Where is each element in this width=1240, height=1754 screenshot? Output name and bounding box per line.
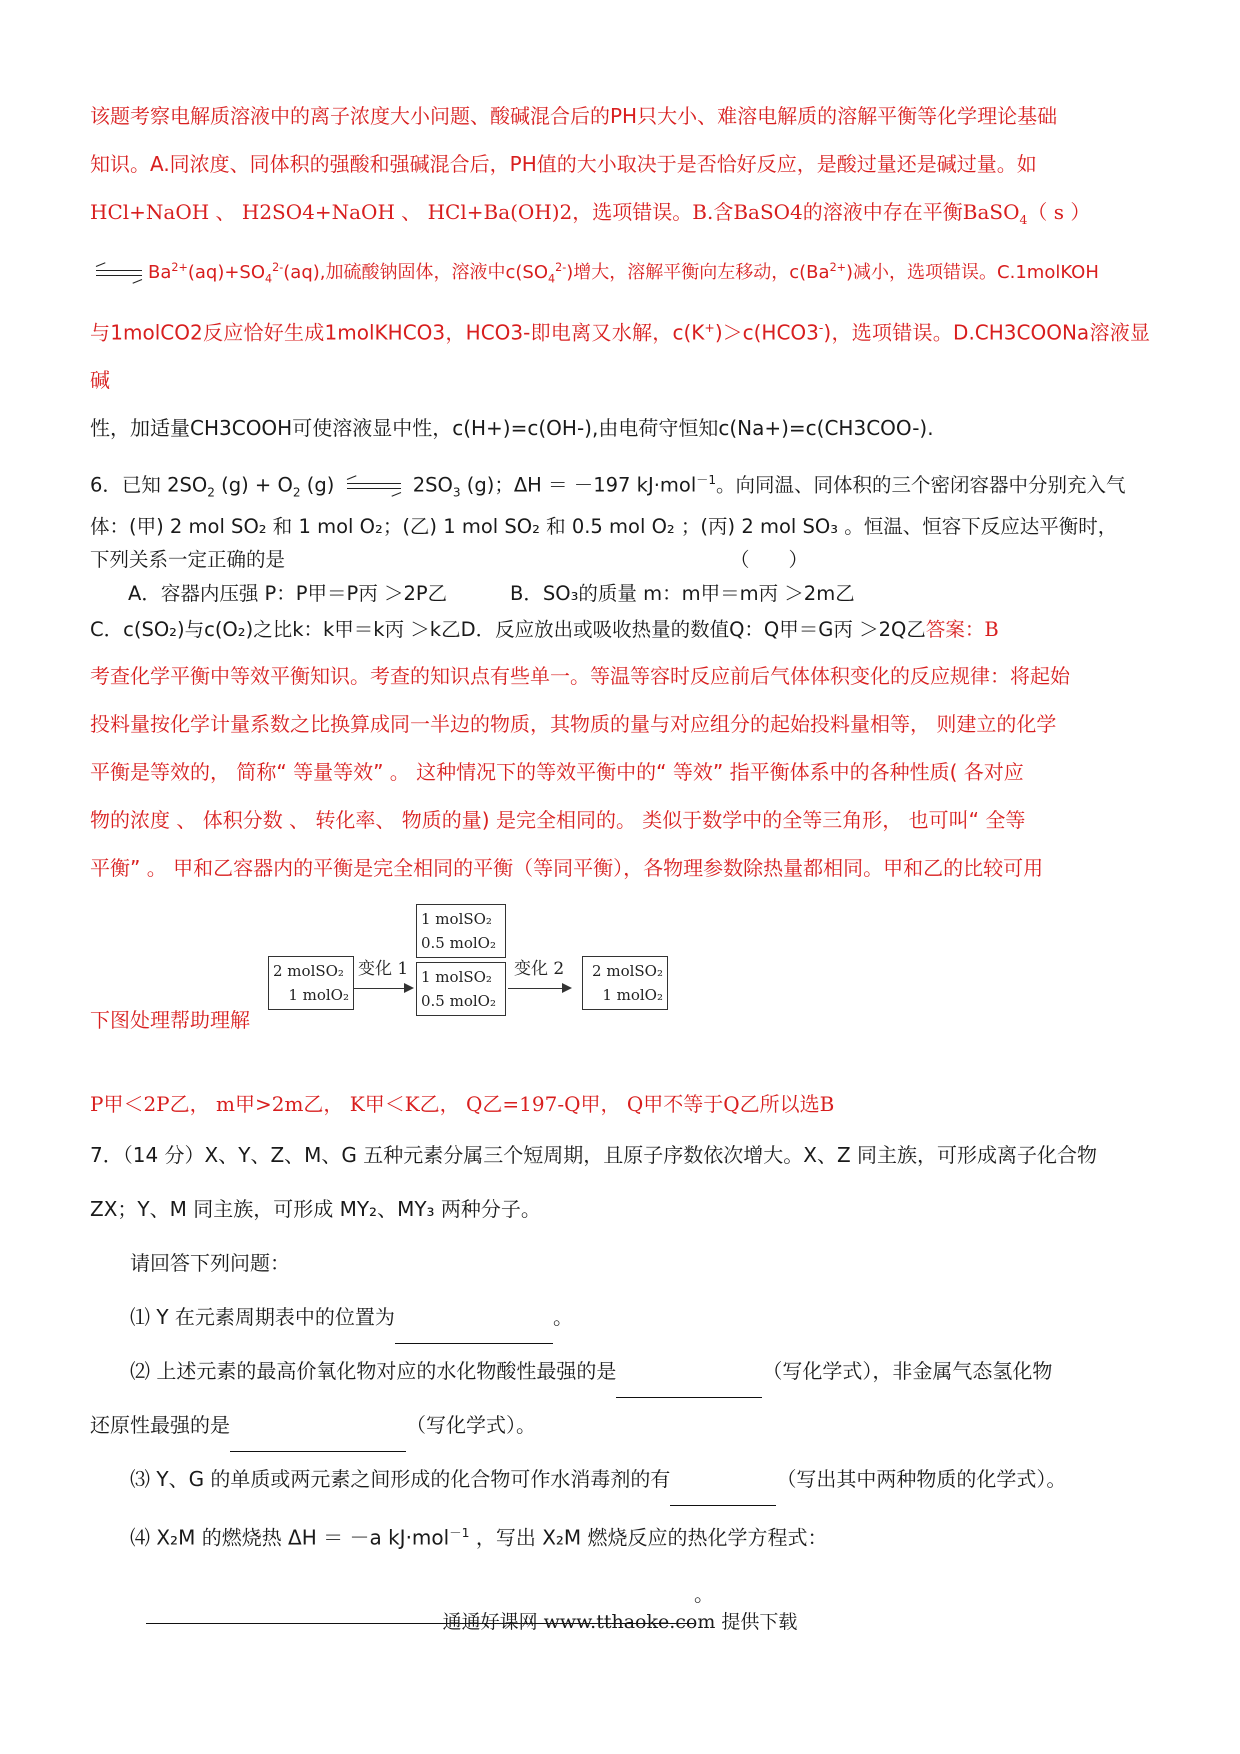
answer-blank[interactable] — [670, 1481, 776, 1506]
explain6-line: 平衡是等效的， 简称“ 等量等效” 。 这种情况下的等效平衡中的“ 等效” 指平衡体系中的各种性质( 各对应 — [90, 759, 1024, 784]
page-footer: 通通好课网 www.tthaoke.com 提供下载 — [442, 1611, 798, 1633]
box-mid-bottom: 1 molSO₂ 0.5 molO₂ — [416, 962, 506, 1016]
explain6-line: 考查化学平衡中等效平衡知识。考查的知识点有些单一。等温等容时反应前后气体体积变化的反应规律：将起始 — [90, 663, 1070, 688]
q7-sub4-answer: 。 — [90, 1564, 1150, 1624]
question-7 — [90, 1128, 1150, 1625]
diagram-caption: 下图处理帮助理解 — [90, 1007, 250, 1032]
explain5-line: 知识。A.同浓度、同体积的强酸和强碱混合后，PH值的大小取决于是否恰好反应，是酸过量还是碱过量。如 — [90, 152, 1037, 176]
q7-stem-line: ZX；Y、M 同主族，可形成 MY₂、MY₃ 两种分子。 — [90, 1196, 541, 1221]
q6-options-cd: C．c(SO₂)与c(O₂)之比k：k甲＝k丙 ＞k乙D．反应放出或吸收热量的数值Q：Q甲＝G丙 ＞2Q乙答案：B — [90, 617, 999, 641]
explain5-line: HCl+NaOH 、 H2SO4+NaOH 、 HCl+Ba(OH)2，选项错误。B.含BaSO4的溶液中存在平衡BaSO$_4$（ s ） — [90, 200, 1091, 227]
arrow-change-1-label: 变化 1 — [358, 958, 409, 979]
q7-stem-line: 7．（14 分）X、Y、Z、M、G 五种元素分属三个短周期，且原子序数依次增大。X、Z 同主族，可形成离子化合物 — [90, 1142, 1098, 1167]
explain5-line: $Ba^{2+}(aq)+SO_4^{2-}(aq)$,加硫酸钠固体，溶液中$c(SO_4^{2-})$增大，溶解平衡向左移动，$c(Ba^{2+})$减小，选项错误。C.1molKOH — [90, 244, 1150, 304]
q7-intro: 请回答下列问题： — [130, 1250, 290, 1275]
q6-stem-line: 6．已知 $2SO_2$ $(g) + O_2$ (g) $2SO_3$ (g)；ΔH ＝ －197 kJ·mol$^{-1}$。向同温、同体积的三个密闭容器中分别充入气 — [90, 473, 1126, 500]
equilibrium-arrow-icon — [96, 267, 142, 279]
q7-sub3: ⑶ Y、G 的单质或两元素之间形成的化合物可作水消毒剂的有 （写出其中两种物质的化学式）。 — [90, 1452, 1150, 1506]
equilibrium-arrow-icon — [347, 480, 401, 492]
q6-conclusion: P甲＜2P乙， m甲>2m乙， K甲＜K乙， Q乙=197-Q甲， Q甲不等于Q乙所以选B — [90, 1091, 835, 1116]
explain6-line: 投料量按化学计量系数之比换算成同一半边的物质，其物质的量与对应组分的起始投料量相等， 则建立的化学 — [90, 711, 1057, 736]
arrow-change-2-label: 变化 2 — [514, 958, 565, 979]
explain6-line: 平衡” 。 甲和乙容器内的平衡是完全相同的平衡（等同平衡），各物理参数除热量都相同。甲和乙的比较可用 — [90, 855, 1044, 880]
q6-stem-line: 体：(甲) 2 mol SO₂ 和 1 mol O₂；(乙) 1 mol SO₂ 和 0.5 mol O₂ ；(丙) 2 mol SO₃ 。恒温、恒容下反应达平衡时， — [90, 514, 1118, 538]
explain5-line: 该题考察电解质溶液中的离子浓度大小问题、酸碱混合后的PH只大小、难溶电解质的溶解平衡等化学理论基础 — [90, 104, 1058, 128]
q7-sub1: ⑴ Y 在元素周期表中的位置为 。 — [90, 1290, 1150, 1344]
equivalent-equilibrium-diagram — [90, 896, 1150, 1076]
arrow-change-1 — [354, 988, 412, 989]
q7-sub2: ⑵ 上述元素的最高价氧化物对应的水化物酸性最强的是 （写化学式），非金属气态氢化物 — [90, 1344, 1150, 1398]
box-start: 2 molSO₂ 1 molO₂ — [268, 956, 354, 1010]
answer-blank[interactable] — [616, 1373, 762, 1398]
answer-blank[interactable] — [395, 1319, 553, 1344]
q7-sub4: ⑷ X₂M 的燃烧热 ΔH ＝ －a kJ·mol$^{-1}$ ，写出 X₂M 燃烧反应的热化学方程式： — [130, 1524, 828, 1550]
box-end: 2 molSO₂ 1 molO₂ — [582, 956, 668, 1010]
document-page — [90, 92, 1150, 1624]
option-a: A．容器内压强 P：P甲＝P丙 ＞2P乙 — [128, 581, 448, 605]
q6-stem-line: 下列关系一定正确的是 （ ） — [90, 543, 1150, 576]
answer-blank[interactable] — [230, 1427, 406, 1452]
question-6 — [90, 464, 1150, 647]
option-b: B．SO₃的质量 m：m甲＝m丙 ＞2m乙 — [510, 581, 855, 605]
box-mid-top: 1 molSO₂ 0.5 molO₂ — [416, 904, 506, 958]
answer-paren: （ ） — [730, 547, 809, 571]
explain5-line: 性，加适量CH3COOH可使溶液显中性，c(H+)=c(OH-),由电荷守恒知c(Na+)=c(CH3COO-). — [90, 416, 934, 441]
q7-sub2-cont: 还原性最强的是 （写化学式）。 — [90, 1398, 1150, 1452]
explanation-q5 — [90, 92, 1150, 452]
q6-options-ab — [90, 576, 1150, 612]
explain5-line: 与1molCO2反应恰好生成1molKHCO3，HCO3-即电离又水解，c(K+)＞c(HCO3-)，选项错误。D.CH3COONa溶液显碱 — [90, 319, 1150, 393]
explanation-q6 — [90, 652, 1150, 892]
answer-label: 答案：B — [925, 617, 999, 641]
explain6-line: 物的浓度 、 体积分数 、 转化率、 物质的量) 是完全相同的。 类似于数学中的全等三角形， 也可叫“ 全等 — [90, 807, 1026, 832]
arrow-change-2 — [508, 988, 570, 989]
